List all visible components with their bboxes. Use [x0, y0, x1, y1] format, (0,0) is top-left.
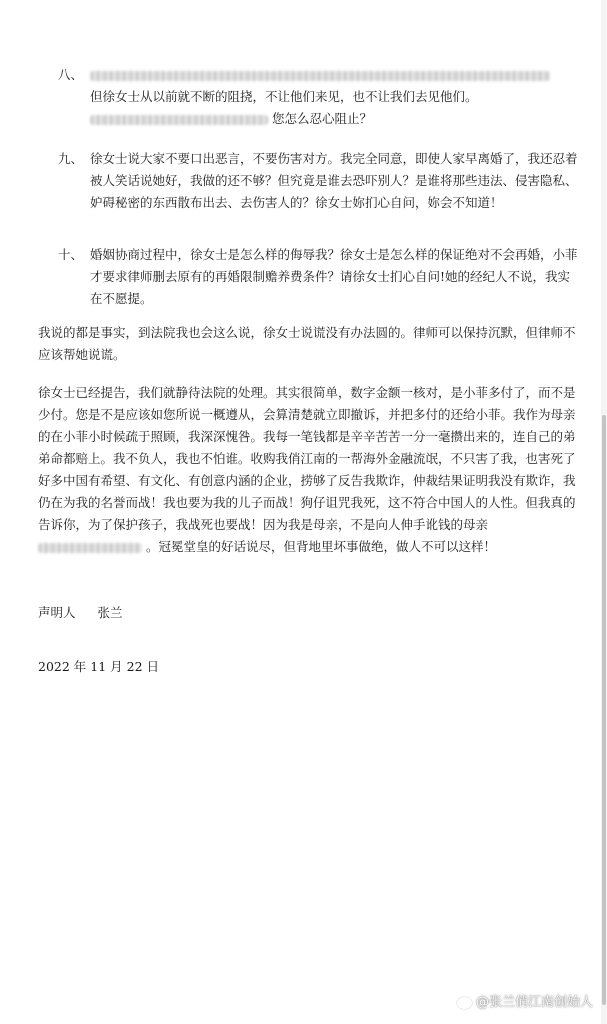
redacted-text: [90, 115, 268, 125]
watermark-text: @张兰俏江南创始人: [475, 995, 593, 1010]
item-number: 八、: [58, 67, 84, 82]
paragraph-text-end: 。冠冕堂皇的好话说尽，但背地里坏事做绝，做人不可以这样！: [145, 539, 496, 554]
item-body: [90, 64, 578, 130]
scrollbar[interactable]: [601, 0, 607, 1024]
item-8: [58, 64, 578, 130]
item-number: 九、: [58, 151, 84, 166]
signature: [38, 603, 141, 621]
item-line: [90, 108, 578, 130]
statement-date: 2022 年 11 月 22 日: [38, 659, 159, 674]
paragraph-truth: 我说的都是事实，到法院我也会这么说，徐女士说谎没有办法圆的。律师可以保持沉默，但律师不应该帮她说谎。: [38, 325, 576, 362]
item-10: [58, 244, 578, 310]
redacted-text: [90, 71, 550, 81]
redacted-text: [38, 543, 142, 553]
item-number: 十、: [58, 247, 84, 262]
item-line-end: 您怎么忍心阻止？: [271, 111, 372, 126]
weibo-watermark: [456, 991, 593, 1010]
redacted-line: [90, 64, 578, 86]
item-body: 徐女士说大家不要口出恶言，不要伤害对方。我完全同意，即使人家早离婚了，我还忍着被人笑话说她好，我做的还不够？但究竟是谁去恐吓别人？是谁将那些违法、侵害隐私、妒碍秘密的东西散布出去、去伤害人的？徐女士妳扪心自问，妳会不知道！: [90, 151, 578, 210]
paragraph-text: 徐女士已经提告，我们就静待法院的处理。其实很简单，数字金额一核对，是小菲多付了，而不是少付。您是不是应该如您所说一概遵从，会算清楚就立即撤诉，并把多付的还给小菲。我作为母亲的在小菲小时候疏于照顾，我深深愧咎。我每一笔钱都是辛辛苦苦一分一毫攒出来的，连自己的弟弟命都赔上。我不负人，我也不怕谁。收购我俏江南的一帮海外金融流氓，不只害了我，也害死了好多中国有希望、有文化、有创意内涵的企业，捞够了反告我欺诈，仲裁结果证明我没有欺诈，我仍在为我的名誉而战！我也要为我的儿子而战！狗仔诅咒我死，这不符合中国人的人性。但我真的告诉你，为了保护孩子，我战死也要战！因为我是母亲，不是向人伸手讹钱的母亲: [38, 385, 576, 532]
paragraph-lawsuit: [38, 382, 578, 558]
item-line: 但徐女士从以前就不断的阻挠，不让他们来见，也不让我们去见他们。: [90, 89, 478, 104]
item-body: 婚姻协商过程中，徐女士是怎么样的侮辱我？徐女士是怎么样的保证绝对不会再婚，小菲才要求律师删去原有的再婚限制赡养费条件？请徐女士扪心自问!她的经纪人不说，我实在不愿提。: [90, 247, 578, 306]
weibo-logo-icon: [456, 994, 472, 1008]
scrollbar-thumb[interactable]: [602, 415, 606, 1005]
signer-label: 声明人: [38, 605, 76, 620]
item-9: [58, 148, 578, 214]
signer-name: 张兰: [97, 605, 123, 620]
